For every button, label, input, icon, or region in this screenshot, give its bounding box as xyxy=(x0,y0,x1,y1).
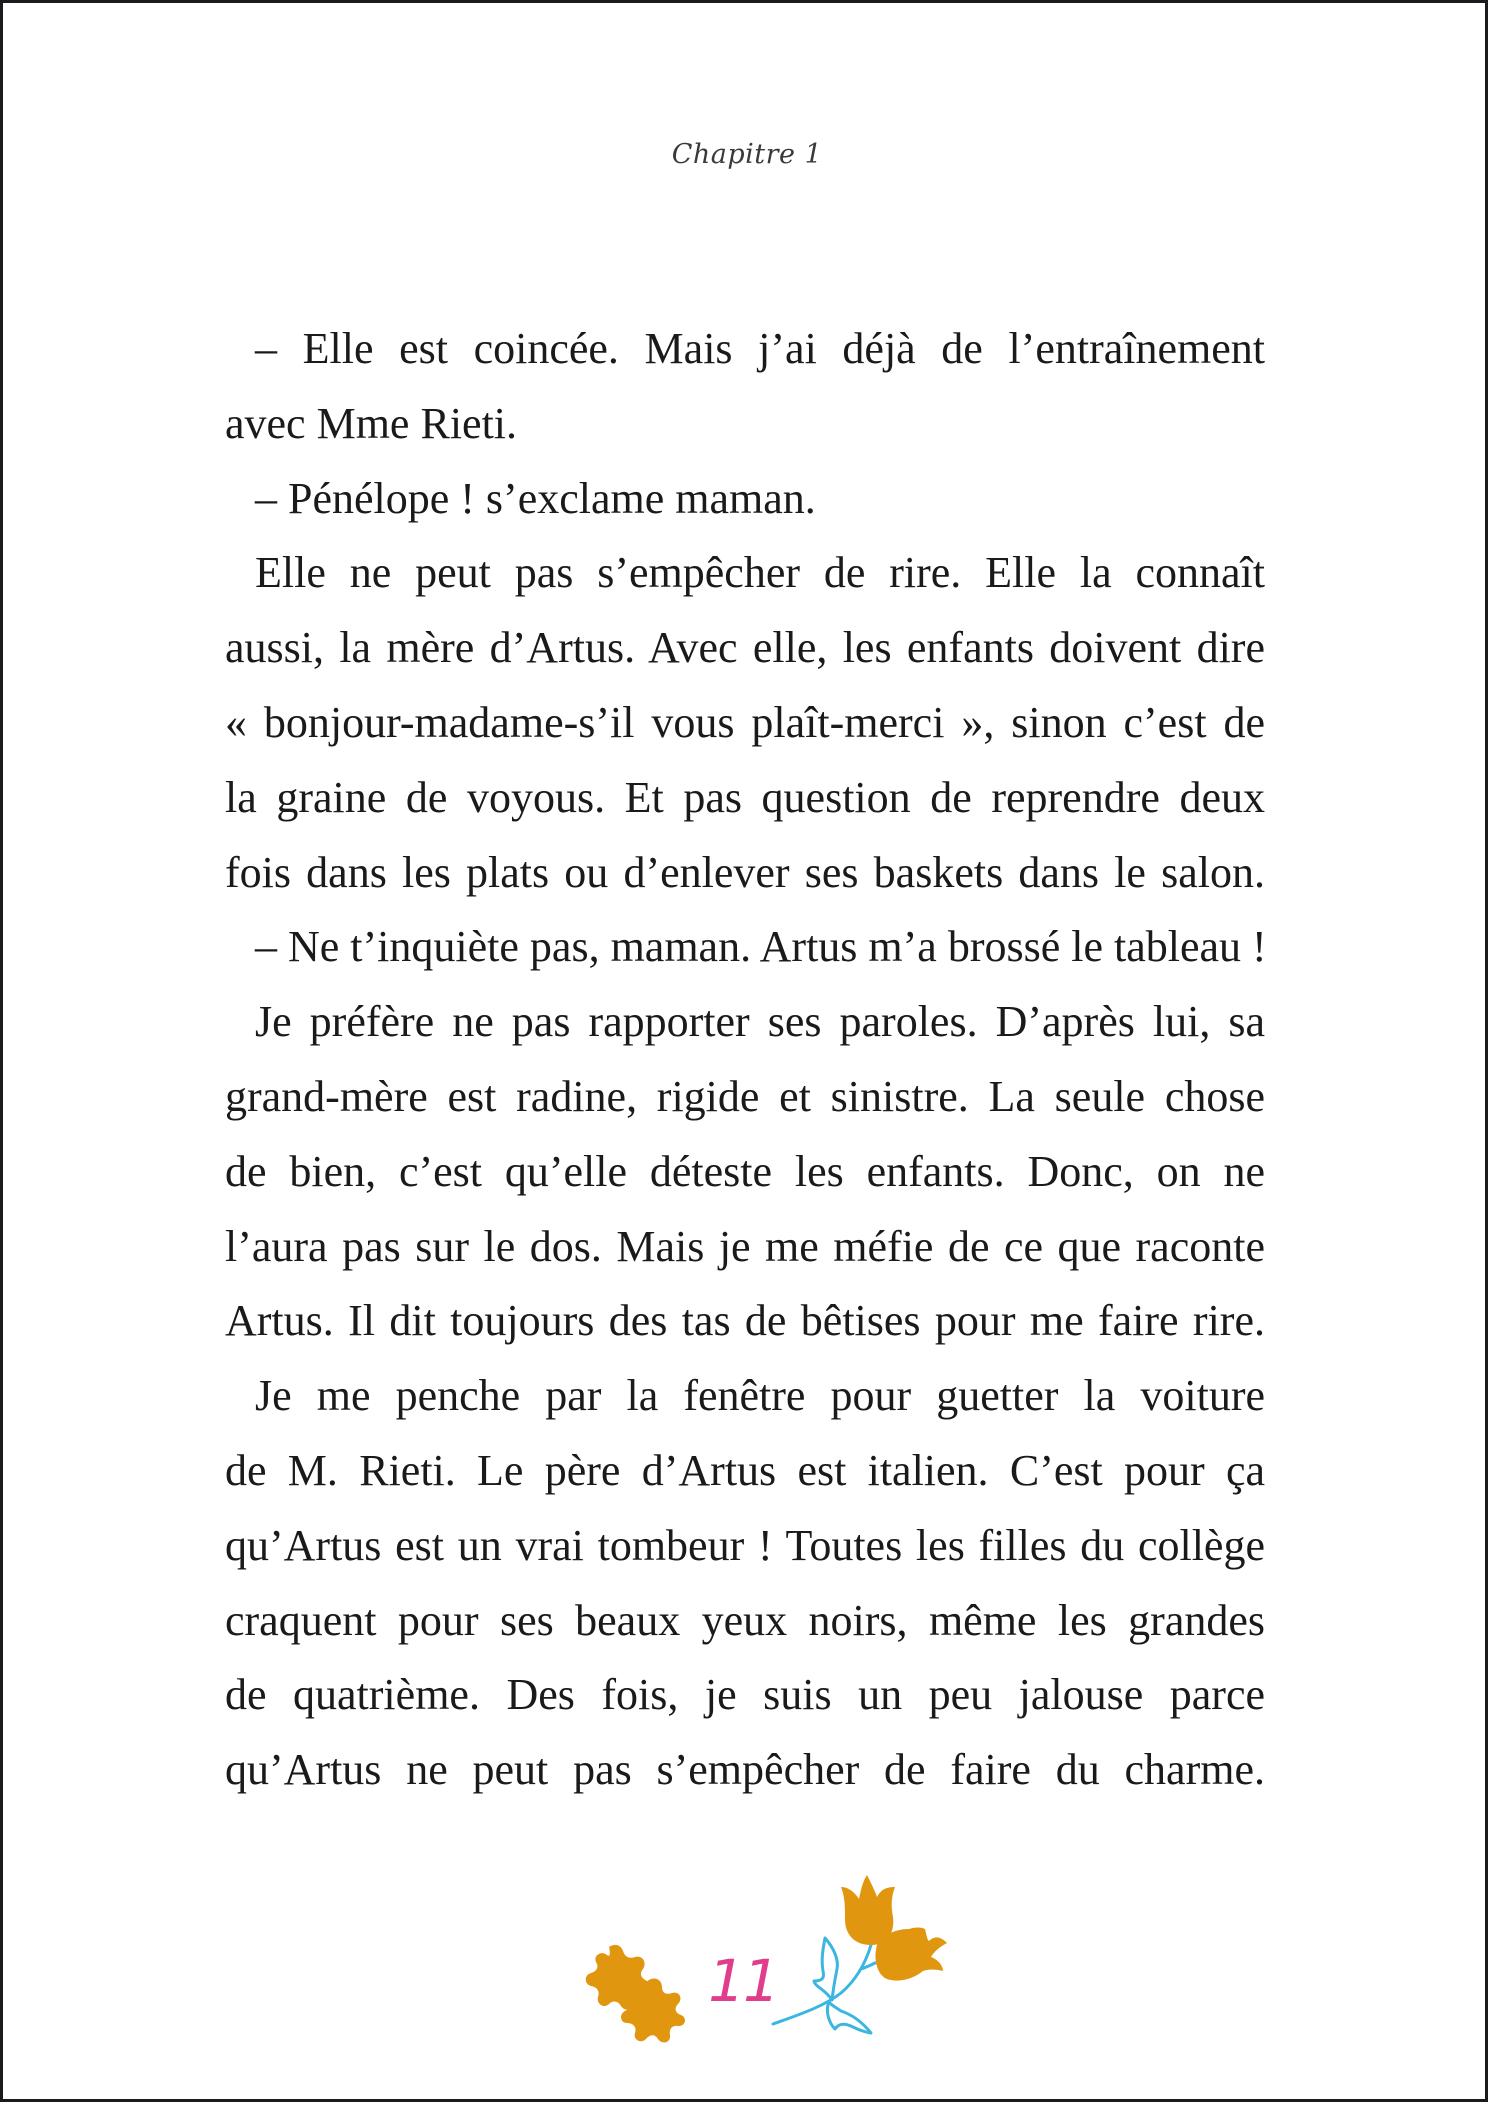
text-line: grand-mère est radine, rigide et sinistre. La seule chose xyxy=(225,1072,1265,1121)
text-line: Elle ne peut pas s’empêcher de rire. Elle la connaît xyxy=(255,548,1265,598)
text-line: qu’Artus ne peut pas s’empêcher de faire du charme. xyxy=(225,1745,1265,1795)
text-line: la graine de voyous. Et pas question de reprendre deux xyxy=(225,772,1265,822)
text-line: « bonjour-madame-s’il vous plaît-merci », sinon c’est de xyxy=(225,698,1265,747)
flower-stem-icon xyxy=(773,1938,875,2033)
text-line: – Pénélope ! s’exclame maman. xyxy=(255,473,816,523)
text-line: – Elle est coincée. Mais j’ai déjà de l’entraînement xyxy=(255,324,1265,373)
text-line: craquent pour ses beaux yeux noirs, même les grandes xyxy=(225,1595,1265,1645)
running-head: Chapitre 1 xyxy=(671,139,823,170)
text-line: de M. Rieti. Le père d’Artus est italien. C’est pour ça xyxy=(225,1446,1265,1495)
text-line: Je préfère ne pas rapporter ses paroles. D’après lui, sa xyxy=(255,997,1265,1047)
tulip-icon xyxy=(841,1875,895,1945)
text-line: qu’Artus est un vrai tombeur ! Toutes les filles du collège xyxy=(225,1520,1265,1570)
text-line: de quatrième. Des fois, je suis un peu jalouse parce xyxy=(225,1670,1265,1720)
text-line: avec Mme Rieti. xyxy=(225,398,518,448)
page-number: 11 xyxy=(708,1947,778,2015)
text-line: l’aura pas sur le dos. Mais je me méfie de ce que raconte xyxy=(225,1221,1265,1271)
text-line: Artus. Il dit toujours des tas de bêtises pour me faire rire. xyxy=(225,1296,1265,1346)
text-line: Je me penche par la fenêtre pour guetter la voiture xyxy=(255,1371,1265,1421)
tulip-icon xyxy=(875,1928,947,1981)
small-flower-icon xyxy=(621,1978,685,2042)
text-line: aussi, la mère d’Artus. Avec elle, les enfants doivent dire xyxy=(225,623,1265,673)
text-line: fois dans les plats ou d’enlever ses baskets dans le salon. xyxy=(225,847,1265,897)
small-flower-icon xyxy=(586,1945,650,2010)
text-line: de bien, c’est qu’elle déteste les enfants. Donc, on ne xyxy=(225,1146,1265,1196)
text-line: – Ne t’inquiète pas, maman. Artus m’a brossé le tableau ! xyxy=(255,922,1267,972)
